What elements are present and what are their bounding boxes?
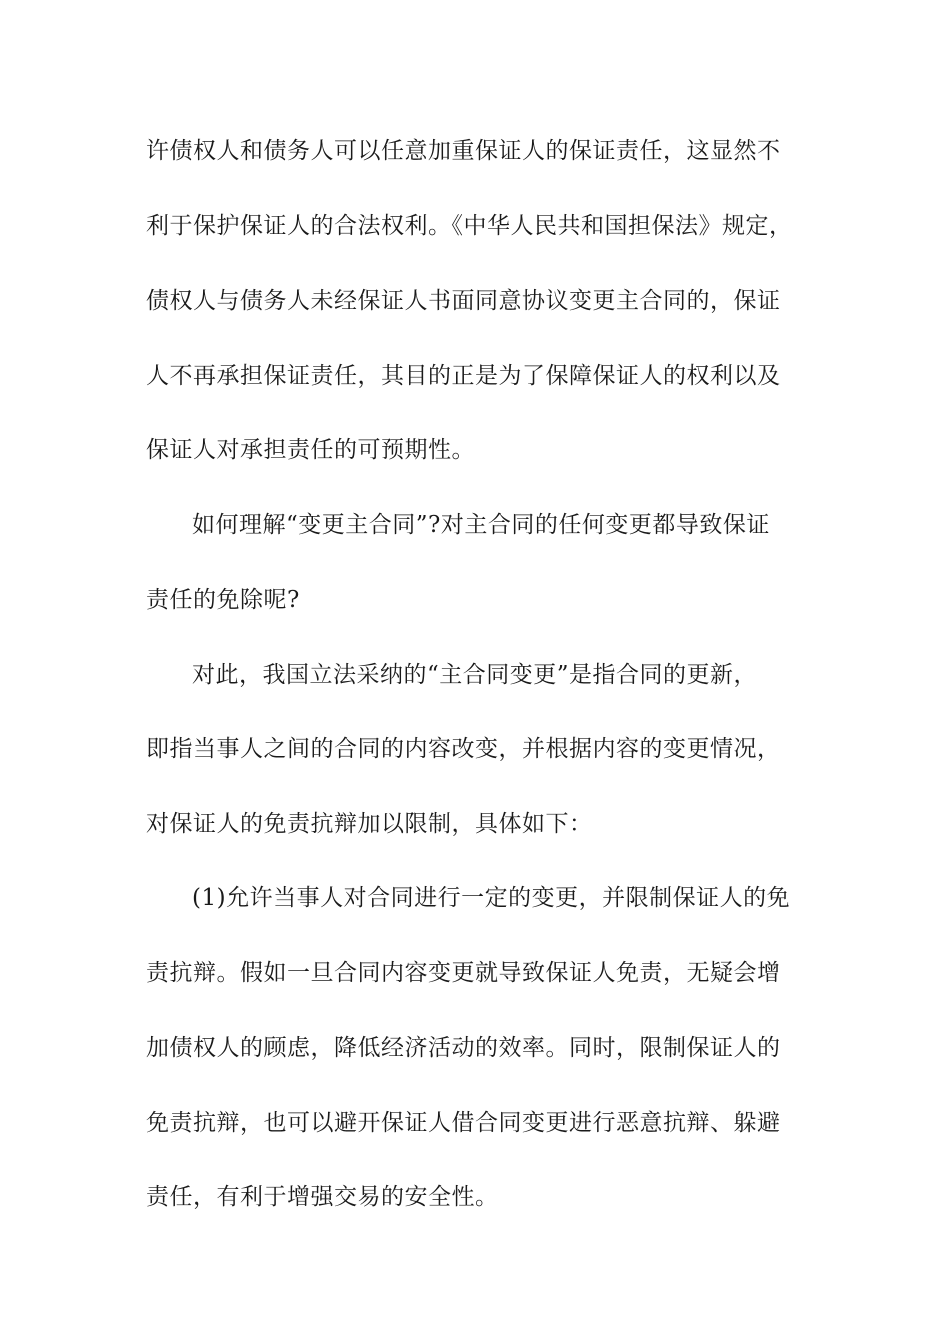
paragraph-line: 加债权人的顾虑，降低经济活动的效率。同时，限制保证人的 <box>146 1035 781 1061</box>
paragraph-line: 人不再承担保证责任，其目的正是为了保障保证人的权利以及 <box>146 363 781 389</box>
paragraph-line: 保证人对承担责任的可预期性。 <box>146 437 475 463</box>
paragraph-line: 免责抗辩，也可以避开保证人借合同变更进行恶意抗辩、躲避 <box>146 1110 781 1136</box>
paragraph-line: 即指当事人之间的合同的内容改变，并根据内容的变更情况， <box>146 736 781 762</box>
paragraph-line: 责任的免除呢? <box>146 587 300 613</box>
paragraph-line: 利于保护保证人的合法权利。《中华人民共和国担保法》规定， <box>146 213 793 239</box>
paragraph-line: 债权人与债务人未经保证人书面同意协议变更主合同的，保证 <box>146 288 781 314</box>
paragraph-line: 许债权人和债务人可以任意加重保证人的保证责任，这显然不 <box>146 138 781 164</box>
paragraph-line: 对此，我国立法采纳的“主合同变更”是指合同的更新， <box>192 662 758 688</box>
paragraph-line: 如何理解“变更主合同”?对主合同的任何变更都导致保证 <box>192 512 770 538</box>
paragraph-line: 责任，有利于增强交易的安全性。 <box>146 1184 499 1210</box>
paragraph-line: (1)允许当事人对合同进行一定的变更，并限制保证人的免 <box>192 885 791 911</box>
paragraph-line: 对保证人的免责抗辩加以限制，具体如下： <box>146 811 593 837</box>
paragraph-line: 责抗辩。假如一旦合同内容变更就导致保证人免责，无疑会增 <box>146 960 781 986</box>
